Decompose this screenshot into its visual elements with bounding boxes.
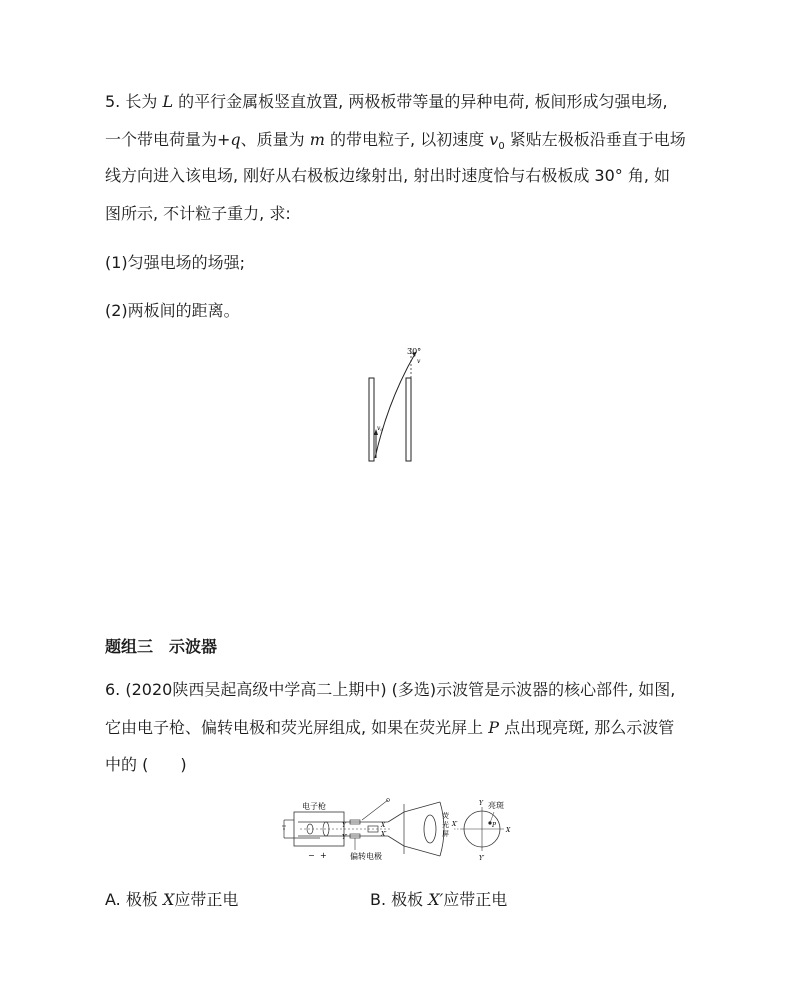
q5-line-4: 图所示, 不计粒子重力, 求: xyxy=(105,204,291,223)
parallel-plates-figure xyxy=(360,340,430,465)
screen-label-3: 屏 xyxy=(442,830,449,838)
deflection-electrode-label: 偏转电极 xyxy=(350,852,382,861)
initial-velocity-label: v0 xyxy=(377,425,383,432)
q5-part-2: (2)两板间的距离。 xyxy=(105,301,240,320)
right-plate xyxy=(406,378,411,461)
spot-p-label: P xyxy=(492,822,497,829)
plate-x-label: X xyxy=(381,822,386,829)
oscilloscope-tube-figure xyxy=(280,798,520,864)
q5-line-2: 一个带电荷量为+q、质量为 m 的带电粒子, 以初速度 $v_0$ 紧贴左极板沿垂直于电场 xyxy=(105,130,686,153)
q5-line-3: 线方向进入该电场, 刚好从右极板边缘射出, 射出时速度恰与右极板成 30° 角, 如 xyxy=(105,166,671,185)
left-plate xyxy=(369,378,374,461)
screen-label-2: 光 xyxy=(442,821,449,829)
screen-y-label: Y xyxy=(479,800,483,807)
option-b[interactable]: B. 极板 X′应带正电 xyxy=(370,890,508,909)
plate-xp-label: X′ xyxy=(381,831,387,838)
q5-line-1: 5. 长为 L 的平行金属板竖直放置, 两极板带等量的异种电荷, 板间形成匀强电场, xyxy=(105,92,668,111)
option-a[interactable]: A. 极板 X应带正电 xyxy=(105,890,239,909)
q6-line-2: 它由电子枪、偏转电极和荧光屏组成, 如果在荧光屏上 P 点出现亮斑, 那么示波管 xyxy=(105,718,675,737)
plate-yp-label: Y′ xyxy=(342,834,348,841)
plate-y-label: Y xyxy=(342,822,346,829)
screen-label-1: 荧 xyxy=(442,812,449,820)
electron-gun-label: 电子枪 xyxy=(302,802,326,811)
exit-velocity-label: v xyxy=(417,358,421,365)
particle-trajectory xyxy=(375,352,416,458)
screen-x-label: X xyxy=(506,827,511,834)
q5-part-1: (1)匀强电场的场强; xyxy=(105,253,246,272)
angle-label: 30° xyxy=(407,347,422,356)
screen-xp-label: X′ xyxy=(452,821,458,828)
section-heading: 题组三 示波器 xyxy=(105,637,218,656)
plus-sign: + xyxy=(320,851,327,860)
screen-yp-label: Y′ xyxy=(479,855,485,862)
minus-sign: − xyxy=(308,851,315,860)
q6-line-1: 6. (2020陕西吴起高级中学高二上期中) (多选)示波管是示波器的核心部件, 如图, xyxy=(105,680,676,699)
bright-spot-label: 亮斑 xyxy=(488,801,504,810)
q6-line-3: 中的 ( ) xyxy=(105,755,187,774)
